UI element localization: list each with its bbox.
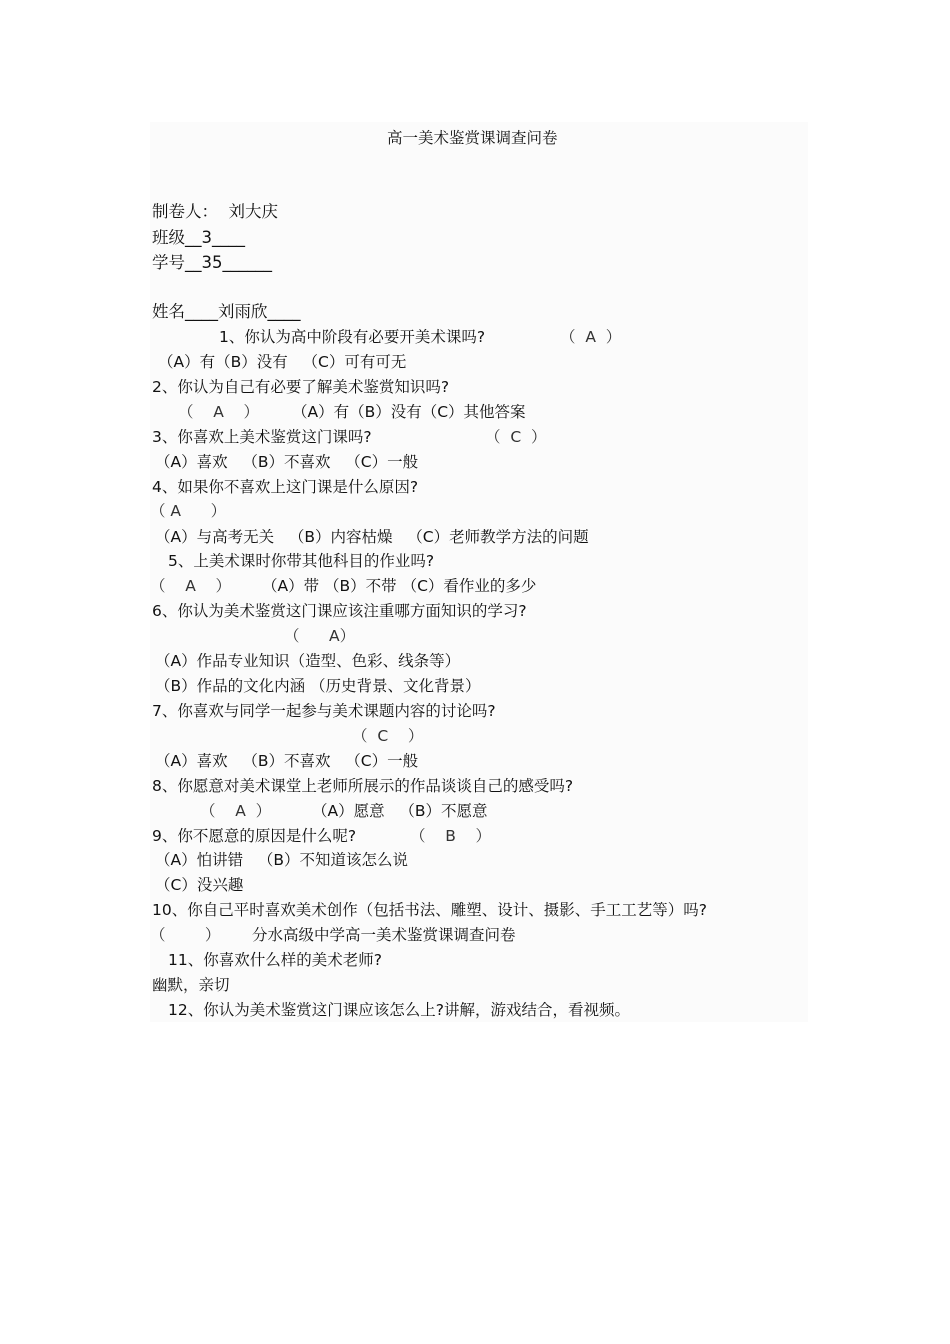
options-8: （A）愿意 （B）不愿意 — [312, 802, 488, 820]
options-7: （A）喜欢 （B）不喜欢 （C）一般 — [155, 752, 419, 770]
question-4: 4、如果你不喜欢上这门课是什么原因? — [152, 478, 419, 496]
options-4: （A）与高考无关 （B）内容枯燥 （C）老师教学方法的问题 — [155, 528, 589, 546]
question-11: 11、你喜欢什么样的美术老师? — [168, 951, 382, 969]
name-line: 姓名____刘雨欣____ — [152, 302, 301, 321]
answer-8: （ A ） — [200, 802, 272, 820]
answer-10: （ ） — [150, 926, 221, 944]
question-2: 2、你认为自己有必要了解美术鉴赏知识吗? — [152, 378, 450, 396]
answer-9: （ B ） — [410, 827, 492, 845]
footer-text-10: 分水高级中学高一美术鉴赏课调查问卷 — [252, 926, 516, 944]
question-5: 5、上美术课时你带其他科目的作业吗? — [168, 552, 435, 570]
options-9b: （C）没兴趣 — [155, 876, 244, 894]
options-6a: （A）作品专业知识（造型、色彩、线条等） — [155, 652, 461, 670]
question-1: 1、你认为高中阶段有必要开美术课吗? — [219, 328, 486, 346]
question-12: 12、你认为美术鉴赏这门课应该怎么上? — [168, 1001, 444, 1019]
options-9a: （A）怕讲错 （B）不知道该怎么说 — [155, 851, 409, 869]
question-3: 3、你喜欢上美术鉴赏这门课吗? — [152, 428, 372, 446]
student-number-line: 学号__35______ — [152, 253, 272, 272]
question-8: 8、你愿意对美术课堂上老师所展示的作品谈谈自己的感受吗? — [152, 777, 574, 795]
question-12-line — [168, 1000, 630, 1020]
answer-12: 讲解，游戏结合，看视频。 — [443, 1001, 630, 1019]
author-line: 制卷人： 刘大庆 — [152, 202, 278, 221]
options-3: （A）喜欢 （B）不喜欢 （C）一般 — [155, 453, 419, 471]
question-6: 6、你认为美术鉴赏这门课应该注重哪方面知识的学习? — [152, 602, 527, 620]
answer-11: 幽默，亲切 — [152, 976, 230, 994]
answer-6: （ A） — [284, 627, 356, 645]
answer-3: （ C ） — [485, 428, 547, 446]
options-6b: （B）作品的文化内涵 （历史背景、文化背景） — [155, 677, 481, 695]
answer-2: （ A ） — [178, 403, 260, 421]
answer-4: （ A ） — [150, 502, 227, 520]
document-title: 高一美术鉴赏课调查问卷 — [387, 129, 558, 147]
question-10: 10、你自己平时喜欢美术创作（包括书法、雕塑、设计、摄影、手工工艺等）吗? — [152, 901, 707, 919]
answer-7: （ C ） — [352, 727, 424, 745]
options-1: （A）有（B）没有 （C）可有可无 — [158, 353, 407, 371]
question-9: 9、你不愿意的原因是什么呢? — [152, 827, 357, 845]
options-5: （A）带 （B）不带 （C）看作业的多少 — [262, 577, 537, 595]
answer-1: （ A ） — [560, 328, 622, 346]
answer-5: （ A ） — [150, 577, 232, 595]
options-2: （A）有（B）没有（C）其他答案 — [292, 403, 526, 421]
class-line: 班级__3____ — [152, 228, 245, 247]
question-7: 7、你喜欢与同学一起参与美术课题内容的讨论吗? — [152, 702, 496, 720]
